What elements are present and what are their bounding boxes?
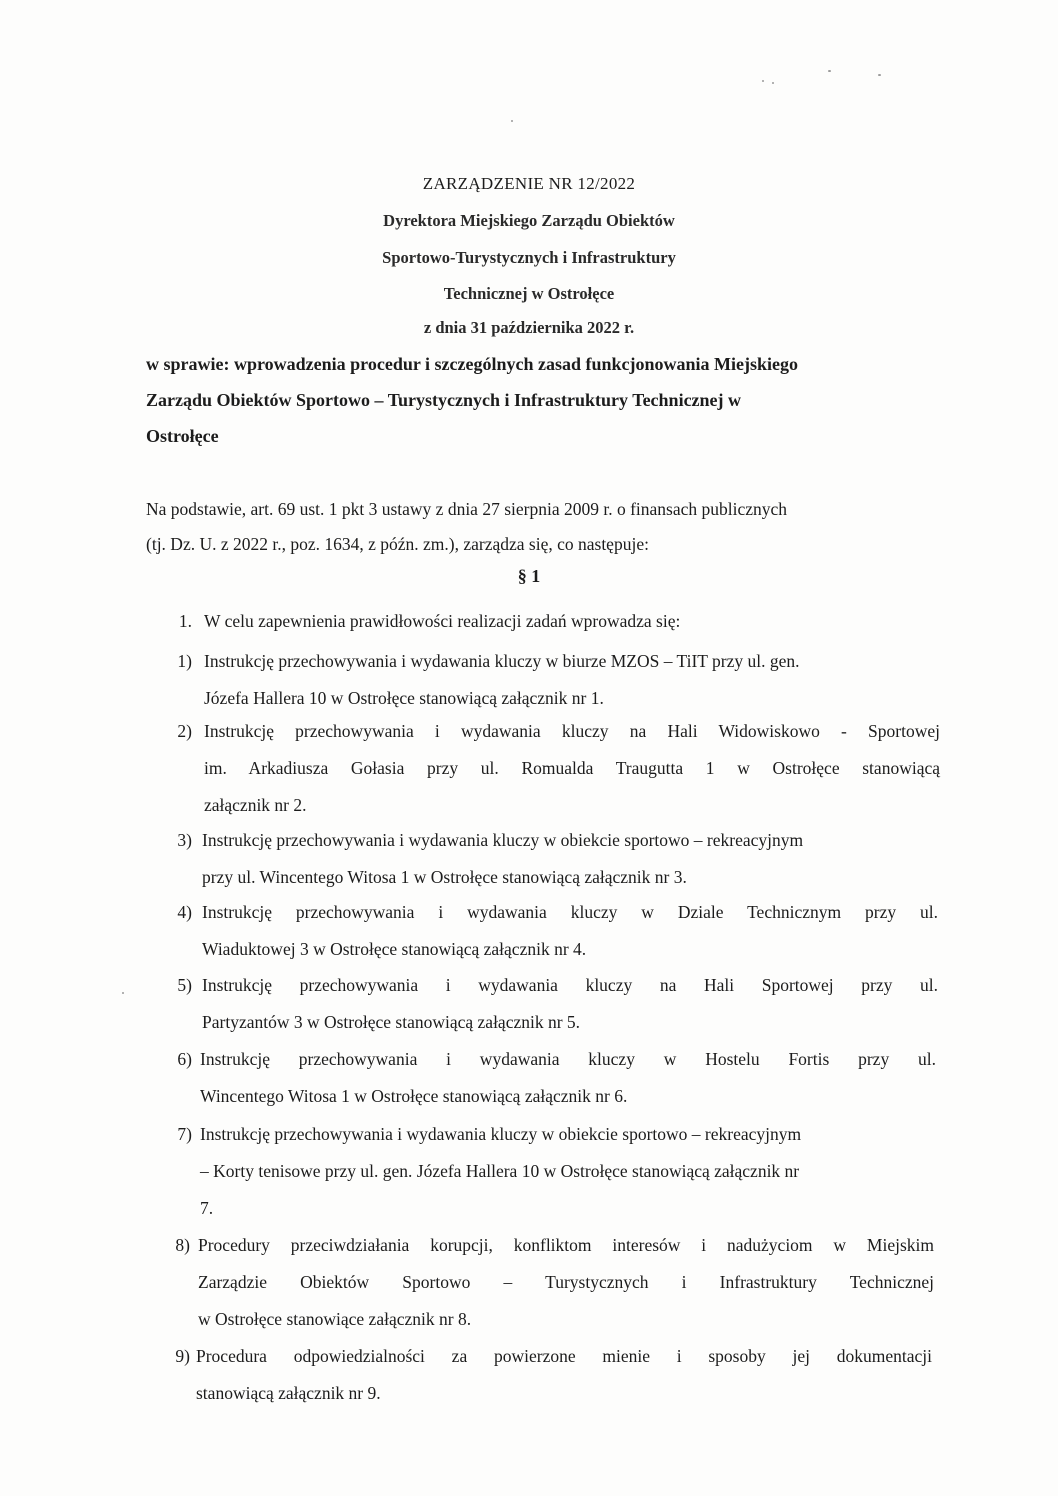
subject-line: Ostrołęce: [146, 426, 219, 446]
scan-speck: [511, 120, 513, 122]
item-line: Partyzantów 3 w Ostrołęce stanowiącą załącznik nr 5.: [202, 1012, 581, 1032]
item-text: [204, 713, 940, 824]
item-line: stanowiącą załącznik nr 9.: [196, 1383, 381, 1403]
item-text: [200, 1041, 936, 1115]
subject-line: w sprawie: wprowadzenia procedur i szczególnych zasad funkcjonowania Miejskiego: [146, 354, 798, 374]
item-number: 9): [175, 1346, 190, 1366]
basis-line: (tj. Dz. U. z 2022 r., poz. 1634, z późn. zm.), zarządza się, co następuje:: [146, 534, 649, 554]
section-heading: § 1: [517, 566, 541, 586]
item-line: Wincentego Witosa 1 w Ostrołęce stanowiącą załącznik nr 6.: [200, 1086, 628, 1106]
item-number: 2): [177, 721, 192, 741]
item-line: w Ostrołęce stanowiące załącznik nr 8.: [198, 1309, 472, 1329]
scan-speck: [878, 74, 881, 76]
item-line: Instrukcję przechowywania i wydawania kluczy w Dziale Technicznym przy ul.: [202, 902, 938, 922]
item-line: Procedura odpowiedzialności za powierzone mienie i sposoby jej dokumentacji: [196, 1346, 932, 1366]
subject-line: Zarządu Obiektów Sportowo – Turystycznych i Infrastruktury Technicznej w: [146, 390, 742, 410]
item-number: 3): [177, 830, 192, 850]
scan-speck: [772, 82, 774, 84]
item-line: Instrukcję przechowywania i wydawania kluczy w obiekcie sportowo – rekreacyjnym: [200, 1124, 802, 1144]
item-number: 1): [177, 651, 192, 671]
item-line: im. Arkadiusza Gołasia przy ul. Romualda Traugutta 1 w Ostrołęce stanowiącą: [204, 758, 940, 778]
item-text: [200, 1116, 936, 1227]
item-number: 8): [175, 1235, 190, 1255]
item-line: Instrukcję przechowywania i wydawania kluczy w Hostelu Fortis przy ul.: [200, 1049, 936, 1069]
scan-speck: [828, 70, 831, 72]
item-text: [202, 894, 938, 968]
scan-speck: [122, 992, 124, 994]
item-line: Instrukcję przechowywania i wydawania kluczy w biurze MZOS – TiIT przy ul. gen.: [204, 651, 800, 671]
item-line: Zarządzie Obiektów Sportowo – Turystycznych i Infrastruktury Technicznej: [198, 1272, 934, 1292]
item-number: 7): [177, 1124, 192, 1144]
item-number: 6): [177, 1049, 192, 1069]
item-text: [196, 1338, 932, 1412]
issuer-line-3: Technicznej w Ostrołęce: [443, 284, 615, 303]
item-line: Instrukcję przechowywania i wydawania kluczy na Hali Sportowej przy ul.: [202, 975, 938, 995]
subject-block: [146, 346, 946, 454]
issue-date: z dnia 31 października 2022 r.: [423, 318, 635, 337]
basis-line: Na podstawie, art. 69 ust. 1 pkt 3 ustawy z dnia 27 sierpnia 2009 r. o finansach publicznych: [146, 499, 788, 519]
item-line: – Korty tenisowe przy ul. gen. Józefa Hallera 10 w Ostrołęce stanowiącą załącznik nr: [200, 1161, 800, 1181]
document-title: ZARZĄDZENIE NR 12/2022: [422, 174, 636, 193]
item-line: Procedury przeciwdziałania korupcji, konfliktom interesów i nadużyciom w Miejskim: [198, 1235, 934, 1255]
item-text: [198, 1227, 934, 1338]
legal-basis: [146, 492, 946, 562]
item-line: Instrukcję przechowywania i wydawania kluczy w obiekcie sportowo – rekreacyjnym: [202, 830, 804, 850]
issuer-line-1: Dyrektora Miejskiego Zarządu Obiektów: [383, 211, 675, 230]
item-line: Józefa Hallera 10 w Ostrołęce stanowiącą załącznik nr 1.: [204, 688, 604, 708]
item-line: Instrukcję przechowywania i wydawania kluczy na Hali Widowiskowo - Sportowej: [204, 721, 940, 741]
item-number: 4): [177, 902, 192, 922]
item-text: [204, 603, 940, 640]
scan-speck: [762, 80, 764, 82]
item-number: 5): [177, 975, 192, 995]
item-line: przy ul. Wincentego Witosa 1 w Ostrołęce stanowiącą załącznik nr 3.: [202, 867, 687, 887]
item-text: [204, 643, 940, 717]
item-text: [202, 822, 938, 896]
item-number: 1.: [178, 611, 192, 631]
issuer-line-2: Sportowo-Turystycznych i Infrastruktury: [382, 248, 676, 267]
item-text: [202, 967, 938, 1041]
item-line: W celu zapewnienia prawidłowości realizacji zadań wprowadza się:: [204, 611, 681, 631]
item-line: Wiaduktowej 3 w Ostrołęce stanowiącą załącznik nr 4.: [202, 939, 587, 959]
item-line: załącznik nr 2.: [204, 795, 307, 815]
item-line: 7.: [200, 1198, 214, 1218]
